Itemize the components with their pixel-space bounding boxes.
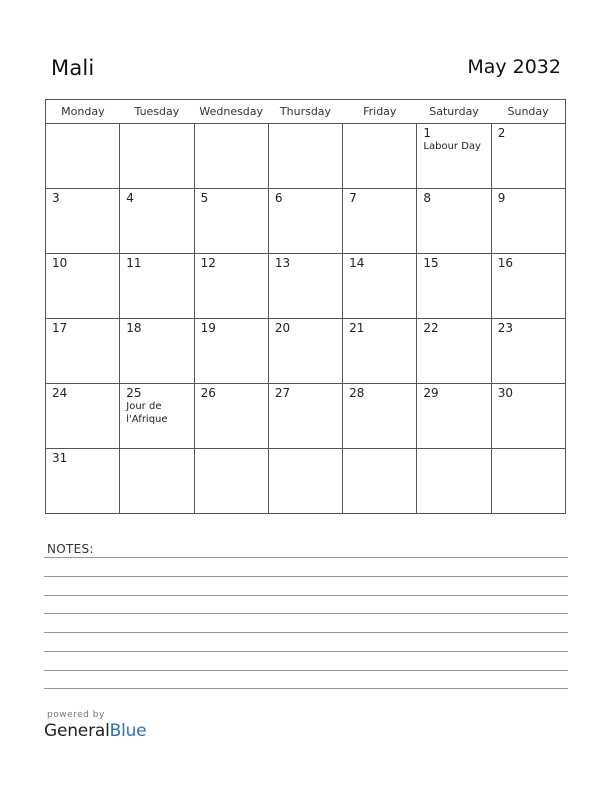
day-cell[interactable]: [120, 189, 194, 254]
day-cell[interactable]: [120, 384, 194, 449]
weekday-header: Wednesday: [194, 100, 268, 124]
day-number: 17: [52, 321, 68, 335]
day-number: 12: [200, 256, 216, 270]
holiday-label: Jour de l'Afrique: [126, 401, 168, 425]
day-cell[interactable]: [46, 384, 120, 449]
day-number: 9: [497, 191, 506, 205]
day-number: 27: [274, 386, 291, 400]
day-cell[interactable]: [343, 124, 417, 189]
day-cell[interactable]: [417, 449, 491, 514]
day-cell[interactable]: [491, 124, 565, 189]
day-number: 25: [126, 386, 142, 400]
day-cell[interactable]: [46, 124, 120, 189]
day-cell[interactable]: [268, 189, 342, 254]
day-cell[interactable]: [268, 384, 342, 449]
day-cell[interactable]: [491, 319, 565, 384]
day-number: 20: [274, 321, 291, 335]
brand-blue-text: Blue: [109, 721, 147, 741]
weekday-header: Monday: [46, 100, 120, 124]
week-row: [46, 254, 566, 319]
day-number: 3: [52, 191, 60, 205]
generalblue-logo[interactable]: [44, 721, 146, 741]
day-number: 19: [200, 321, 216, 335]
day-cell[interactable]: [194, 254, 268, 319]
day-number: 29: [423, 386, 439, 400]
month-year-title: May 2032: [467, 56, 561, 78]
day-number: 13: [274, 256, 291, 270]
day-number: 15: [423, 256, 439, 270]
notes-line: [44, 688, 568, 689]
day-number: 2: [497, 126, 506, 140]
day-cell[interactable]: [491, 254, 565, 319]
day-cell[interactable]: [120, 449, 194, 514]
day-number: 8: [423, 191, 432, 205]
day-cell[interactable]: [417, 189, 491, 254]
day-cell[interactable]: [417, 319, 491, 384]
day-number: 22: [423, 321, 439, 335]
week-row: [46, 449, 566, 514]
day-number: 5: [200, 191, 209, 205]
day-number: 6: [274, 191, 283, 205]
day-cell[interactable]: [120, 254, 194, 319]
day-number: 23: [497, 321, 513, 335]
day-cell[interactable]: [268, 124, 342, 189]
day-number: 30: [497, 386, 513, 400]
weekday-header: Saturday: [417, 100, 491, 124]
day-cell[interactable]: [268, 319, 342, 384]
day-cell[interactable]: [268, 449, 342, 514]
day-cell[interactable]: [46, 254, 120, 319]
day-cell[interactable]: [194, 124, 268, 189]
day-number: 1: [423, 126, 432, 140]
day-cell[interactable]: [417, 124, 491, 189]
notes-line: [44, 557, 568, 558]
holiday-label: Labour Day: [423, 141, 481, 152]
weekday-header: Friday: [343, 100, 417, 124]
day-number: 14: [349, 256, 365, 270]
notes-line: [44, 651, 568, 652]
day-number: 28: [349, 386, 365, 400]
notes-line: [44, 613, 568, 614]
weekday-header: Thursday: [268, 100, 342, 124]
day-number: 11: [126, 256, 142, 270]
notes-line: [44, 576, 568, 577]
day-cell[interactable]: [343, 449, 417, 514]
day-cell[interactable]: [343, 319, 417, 384]
day-cell[interactable]: [46, 449, 120, 514]
day-number: 31: [52, 451, 68, 465]
day-cell[interactable]: [491, 189, 565, 254]
week-row: [46, 384, 566, 449]
week-row: [46, 319, 566, 384]
weekday-header-row: [46, 100, 566, 124]
day-cell[interactable]: [417, 254, 491, 319]
day-number: 21: [349, 321, 365, 335]
day-cell[interactable]: [417, 384, 491, 449]
day-cell[interactable]: [194, 319, 268, 384]
day-cell[interactable]: [343, 254, 417, 319]
day-cell[interactable]: [194, 384, 268, 449]
day-cell[interactable]: [343, 189, 417, 254]
country-title: Mali: [51, 56, 95, 80]
week-row: [46, 189, 566, 254]
notes-line: [44, 670, 568, 671]
calendar-grid: [45, 99, 566, 514]
day-cell[interactable]: [46, 189, 120, 254]
notes-line: [44, 632, 568, 633]
day-cell[interactable]: [120, 319, 194, 384]
weekday-header: Sunday: [491, 100, 565, 124]
day-cell[interactable]: [120, 124, 194, 189]
day-cell[interactable]: [194, 449, 268, 514]
day-cell[interactable]: [343, 384, 417, 449]
notes-label: NOTES:: [47, 542, 94, 556]
day-cell[interactable]: [194, 189, 268, 254]
powered-by-text: powered by: [47, 710, 105, 720]
day-cell[interactable]: [491, 384, 565, 449]
weekday-header: Tuesday: [120, 100, 194, 124]
day-cell[interactable]: [46, 319, 120, 384]
day-number: 18: [126, 321, 142, 335]
day-number: 26: [200, 386, 216, 400]
notes-line: [44, 595, 568, 596]
brand-general-text: General: [44, 721, 110, 741]
week-row: [46, 124, 566, 189]
day-number: 4: [126, 191, 134, 205]
day-number: 7: [349, 191, 357, 205]
day-number: 10: [52, 256, 68, 270]
day-number: 16: [497, 256, 513, 270]
day-cell[interactable]: [491, 449, 565, 514]
day-number: 24: [52, 386, 68, 400]
day-cell[interactable]: [268, 254, 342, 319]
